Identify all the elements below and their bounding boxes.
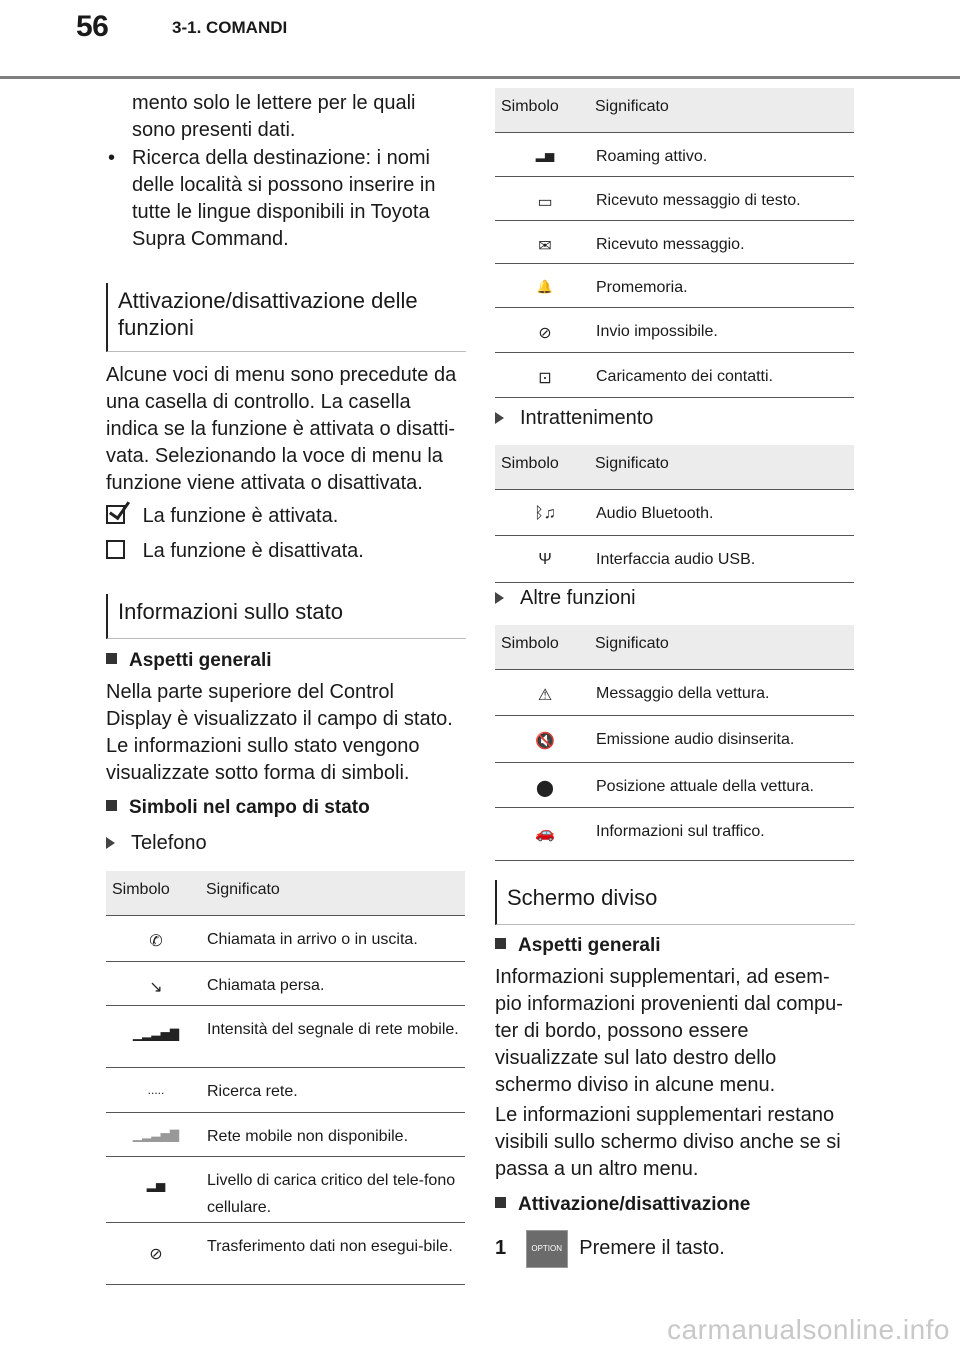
intro-continuation: mento solo le lettere per le quali sono presenti dati.: [132, 92, 416, 141]
bullet-destination: [108, 145, 472, 253]
table-row: [106, 1113, 465, 1157]
square-bullet-icon: [495, 1197, 506, 1208]
table-header-row: [495, 445, 854, 490]
col-symbol: Simbolo: [495, 625, 595, 670]
row-text: Interfaccia audio USB.: [595, 536, 854, 583]
table-messages: [495, 88, 854, 398]
row-text: Rete mobile non disponibile.: [206, 1113, 465, 1157]
table-row: [495, 536, 854, 583]
unchecked-label: La funzione è disattivata.: [142, 540, 364, 562]
reminder-bell-icon: 🔔: [536, 279, 554, 294]
signal-strength-icon: ▁▂▃▅▇: [132, 1027, 180, 1041]
vehicle-message-icon: ⚠: [537, 687, 553, 704]
triangle-bullet-icon: [106, 837, 115, 849]
table-row: [106, 1068, 465, 1113]
row-text: Emissione audio disinserita.: [595, 716, 854, 763]
other-functions-heading-text: Altre funzioni: [520, 587, 636, 609]
table-row: [495, 716, 854, 763]
table-phone: [106, 871, 465, 1285]
table-row: [495, 670, 854, 716]
triangle-bullet-icon: [495, 592, 504, 604]
row-text: Caricamento dei contatti.: [595, 353, 854, 398]
subhead-activation: [495, 1194, 750, 1216]
square-bullet-icon: [495, 938, 506, 949]
no-network-icon: ▁▂▃▅▇: [132, 1128, 180, 1142]
roaming-icon: ▂▅: [535, 148, 555, 162]
checkbox-checked-icon: [106, 505, 125, 524]
section-title-functions: Attivazione/disattivazione delle funzioni: [106, 283, 466, 352]
text-message-icon: ▭: [537, 194, 553, 211]
col-symbol: Simbolo: [495, 445, 595, 490]
col-meaning: Significato: [595, 445, 854, 490]
table-header-row: [495, 88, 854, 133]
missed-call-icon: ↘: [149, 979, 163, 996]
table-row: [495, 353, 854, 398]
bullet-dot: •: [108, 147, 116, 169]
col-meaning: Significato: [595, 88, 854, 133]
step-number: 1: [495, 1237, 507, 1260]
row-text: Audio Bluetooth.: [595, 490, 854, 536]
bullet-destination-text: Ricerca della destinazione: i nomi delle località si possono inserire in tutte le lingue disponibili in Toyota Supra Command.: [132, 147, 436, 250]
square-bullet-icon: [106, 653, 117, 664]
table-row: [495, 177, 854, 221]
mail-icon: ✉: [538, 238, 552, 255]
subhead-symbols: [106, 797, 370, 819]
row-text: Promemoria.: [595, 264, 854, 308]
traffic-info-icon: 🚗: [535, 825, 555, 842]
usb-audio-icon: Ψ: [538, 551, 552, 568]
split-screen-text-2: Le informazioni supplementari restano visibili sullo schermo diviso anche se si passa a un altro menu.: [495, 1104, 841, 1180]
table-row: [495, 490, 854, 536]
row-text: Invio impossibile.: [595, 308, 854, 353]
section-functions-text: Alcune voci di menu sono precedute da una casella di controllo. La casella indica se la funzione è attivata o disatti-vata. Selezionando la voce di menu la funzione viene attivata o disattivata.: [106, 364, 457, 494]
table-header-row: [495, 625, 854, 670]
incoming-outgoing-call-icon: ✆: [149, 933, 163, 950]
row-text: Chiamata in arrivo o in uscita.: [206, 916, 465, 962]
watermark: carmanualsonline.info: [667, 1314, 950, 1345]
table-row: [495, 264, 854, 308]
table-entertainment: [495, 445, 854, 583]
table-header-row: [106, 871, 465, 916]
table-row: [106, 1006, 465, 1068]
send-failed-icon: ⊘: [538, 325, 552, 342]
step-text: Premere il tasto.: [579, 1237, 725, 1260]
step-1: [495, 1230, 725, 1268]
data-transfer-blocked-icon: ⊘: [149, 1246, 163, 1263]
audio-muted-icon: 🔇: [535, 733, 555, 750]
table-row: [495, 133, 854, 177]
current-position-icon: ⬤: [536, 780, 554, 797]
checked-row: [106, 503, 462, 530]
row-text: Chiamata persa.: [206, 962, 465, 1006]
subhead-symbols-text: Simboli nel campo di stato: [129, 797, 370, 818]
table-other: [495, 625, 854, 861]
square-bullet-icon: [106, 800, 117, 811]
option-button-icon: OPTION: [526, 1230, 568, 1268]
phone-heading-text: Telefono: [131, 832, 207, 854]
bluetooth-audio-icon: ᛒ♫: [534, 505, 556, 522]
checked-label: La funzione è attivata.: [142, 505, 339, 527]
page-number: 56: [76, 10, 109, 43]
row-text: Ricevuto messaggio di testo.: [595, 177, 854, 221]
subhead-activation-text: Attivazione/disattivazione: [518, 1194, 751, 1215]
subhead-general-text: Aspetti generali: [129, 650, 272, 671]
row-text: Trasferimento dati non esegui-bile.: [206, 1223, 465, 1285]
contacts-loading-icon: ⊡: [538, 370, 552, 387]
table-row: [495, 808, 854, 861]
subhead-split-general: [495, 935, 661, 957]
row-text: Posizione attuale della vettura.: [595, 763, 854, 808]
table-row: [495, 763, 854, 808]
row-text: Roaming attivo.: [595, 133, 854, 177]
subhead-general: [106, 650, 272, 672]
section-title-split-screen: Schermo diviso: [495, 880, 855, 925]
table-row: [106, 916, 465, 962]
battery-critical-icon: ▂▅: [146, 1178, 166, 1192]
row-text: Ricevuto messaggio.: [595, 221, 854, 264]
subhead-split-general-text: Aspetti generali: [518, 935, 661, 956]
status-general-text: Nella parte superiore del Control Display è visualizzato il campo di stato. Le informazioni sullo stato vengono visualizzate sotto forma di simboli.: [106, 681, 453, 784]
row-text: Ricerca rete.: [206, 1068, 465, 1113]
checkbox-unchecked-icon: [106, 540, 125, 559]
table-row: [106, 1157, 465, 1223]
table-row: [495, 308, 854, 353]
row-text: Livello di carica critico del tele-fono cellulare.: [206, 1157, 465, 1223]
table-row: [106, 1223, 465, 1285]
section-title-status: Informazioni sullo stato: [106, 594, 466, 639]
col-symbol: Simbolo: [495, 88, 595, 133]
row-text: Intensità del segnale di rete mobile.: [206, 1006, 465, 1068]
row-text: Informazioni sul traffico.: [595, 808, 854, 861]
network-search-icon: .....: [147, 1083, 165, 1097]
col-symbol: Simbolo: [106, 871, 206, 916]
phone-heading: [106, 832, 207, 855]
entertainment-heading: [495, 407, 653, 430]
split-screen-text-1: Informazioni supplementari, ad esem-pio informazioni provenienti dal compu-ter di bordo, possono essere visualizzate sul lato destro dello schermo diviso in alcune menu.: [495, 966, 843, 1096]
col-meaning: Significato: [595, 625, 854, 670]
chapter-title: 3-1. COMANDI: [172, 18, 288, 37]
table-row: [495, 221, 854, 264]
header-divider: [0, 76, 960, 79]
entertainment-heading-text: Intrattenimento: [520, 407, 654, 429]
other-functions-heading: [495, 587, 636, 610]
unchecked-row: [106, 538, 462, 565]
table-row: [106, 962, 465, 1006]
row-text: Messaggio della vettura.: [595, 670, 854, 716]
triangle-bullet-icon: [495, 412, 504, 424]
col-meaning: Significato: [206, 871, 465, 916]
